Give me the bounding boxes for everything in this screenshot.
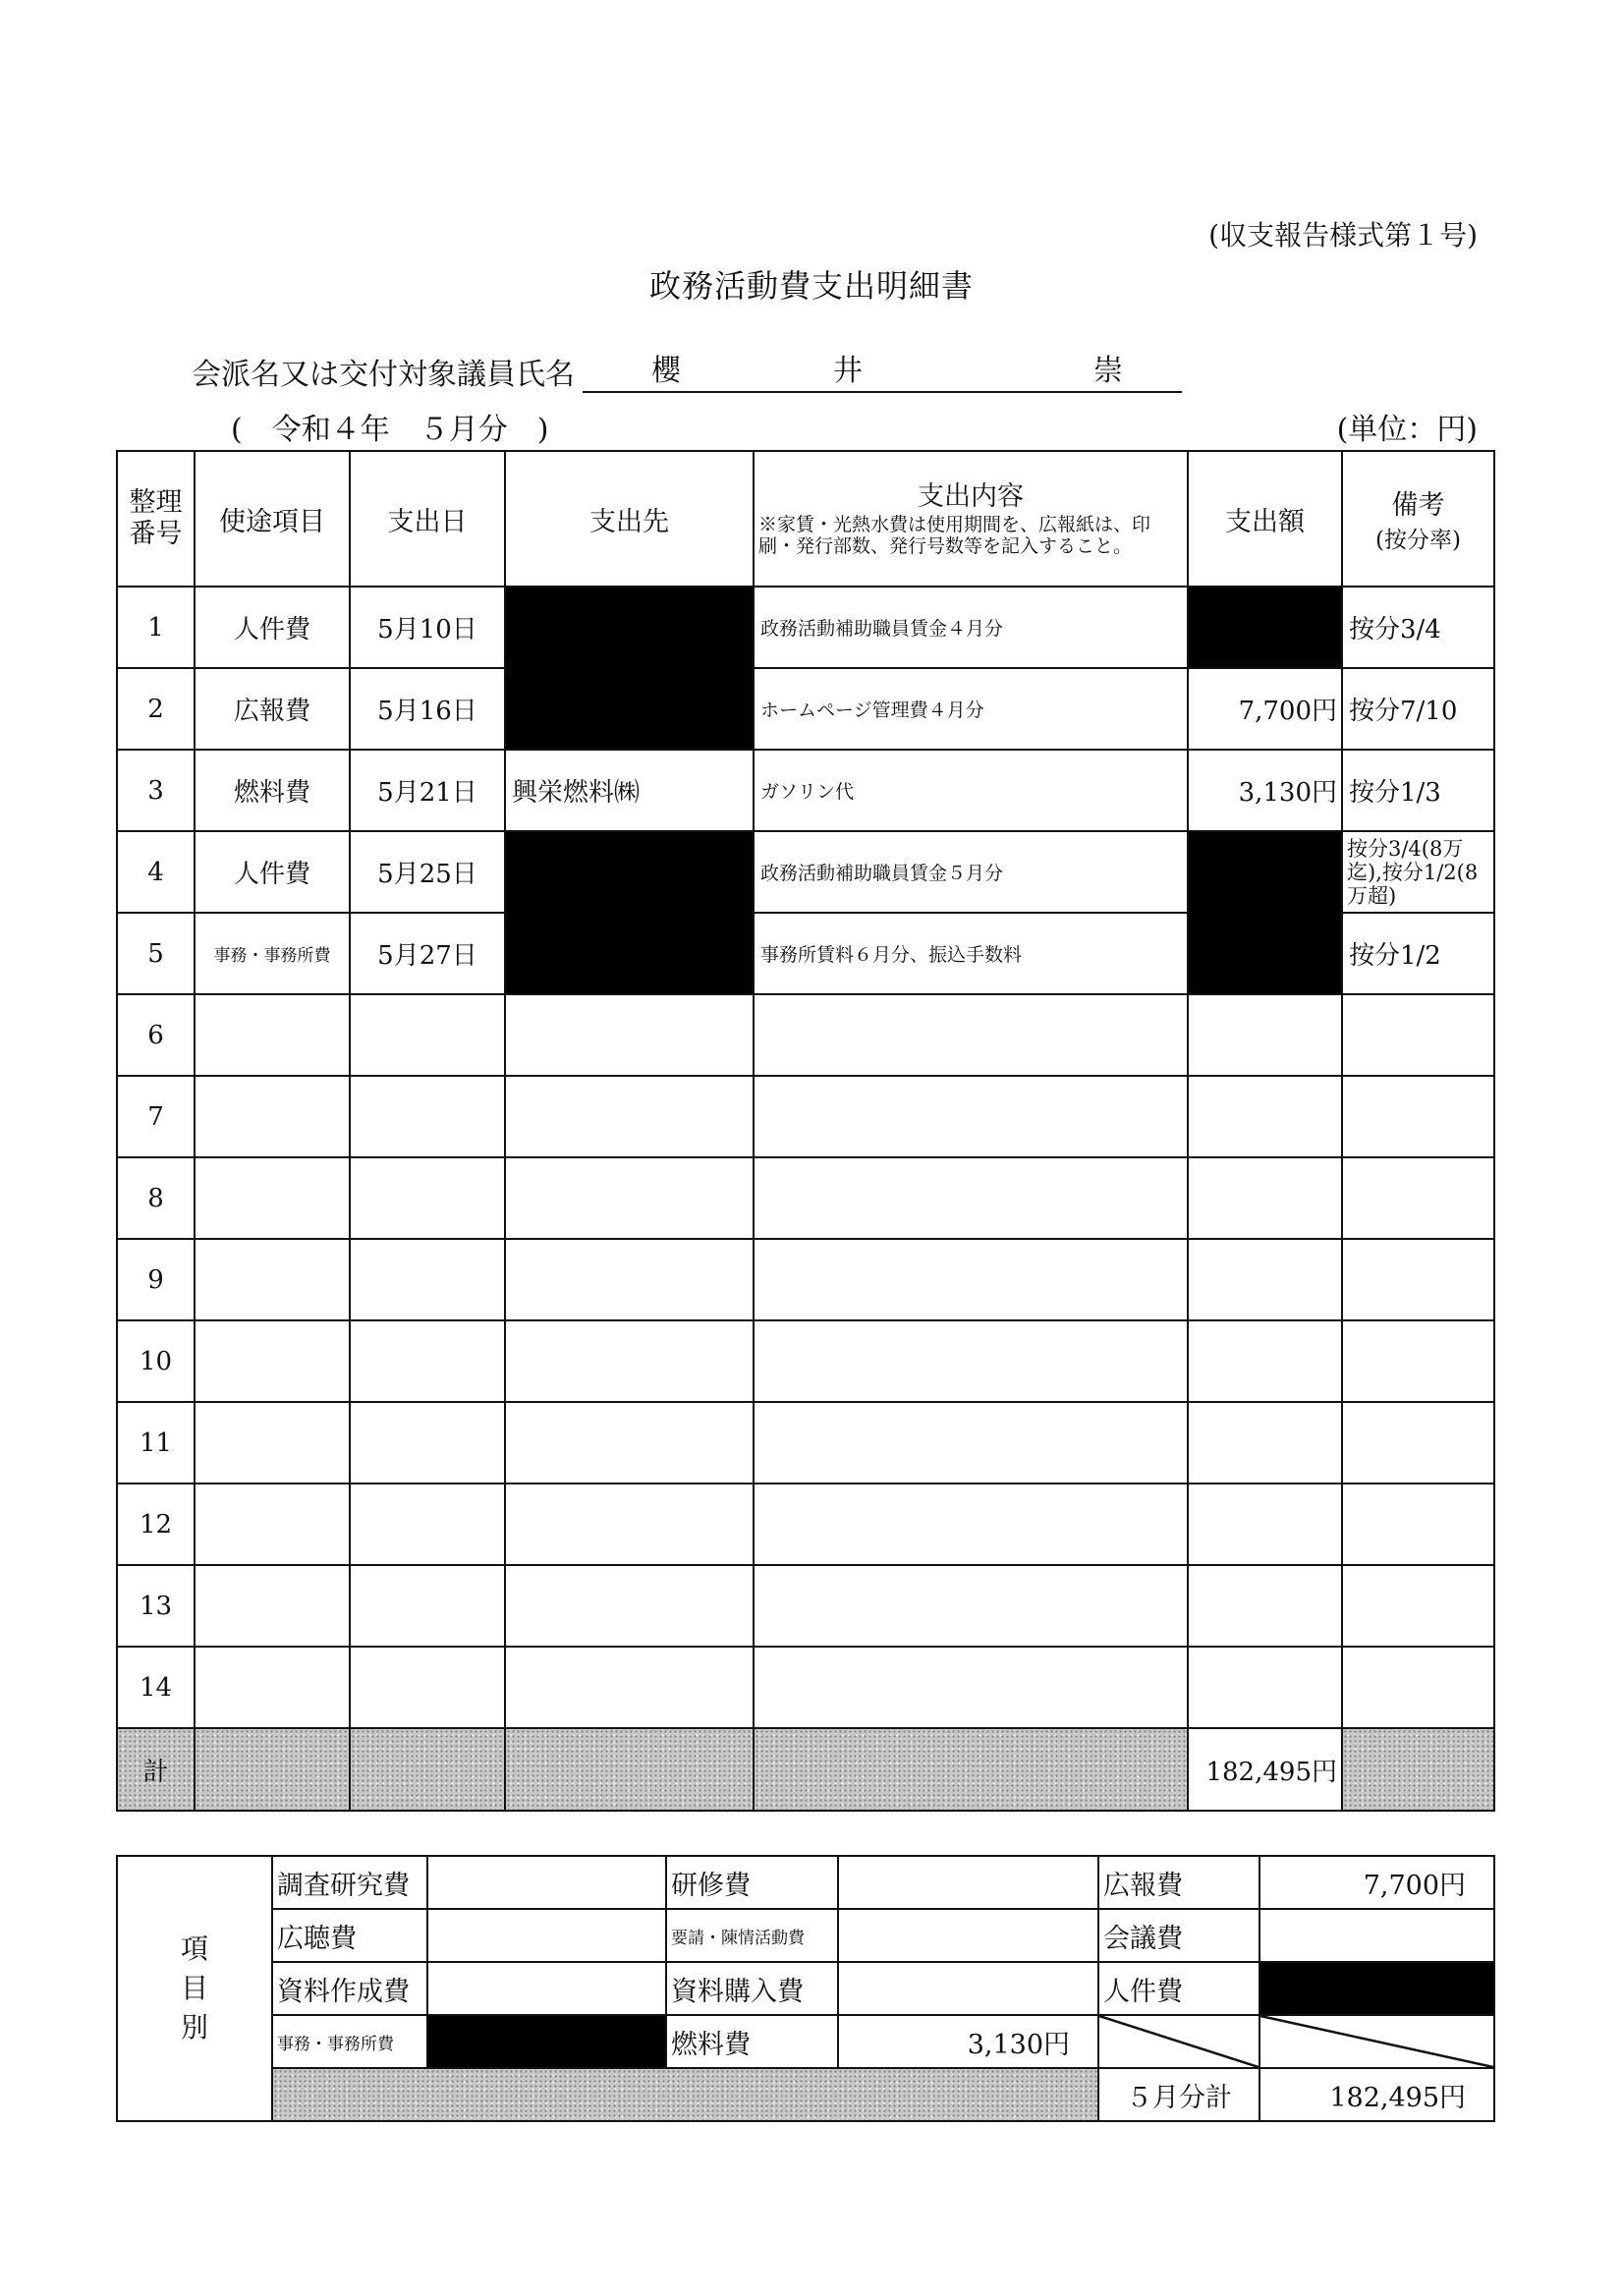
header-content-note: ※家賃・光熱水費は使用期間を、広報紙は、印刷・発行部数、発行号数等を記入すること。: [758, 514, 1151, 557]
row-payee: 興栄燃料㈱: [505, 750, 754, 831]
row-amount: 7,700円: [1188, 668, 1342, 750]
name-part-2: 井: [833, 354, 863, 388]
row-category: 人件費: [195, 831, 350, 913]
redacted-payee: [505, 831, 754, 994]
table-row: [117, 668, 1494, 750]
summary-value-shiryou-sakusei: [427, 1962, 666, 2015]
row-no: 4: [117, 831, 195, 913]
summary-label-jimusho: 事務・事務所費: [272, 2015, 427, 2068]
table-row: [117, 587, 1494, 668]
row-date: 5月21日: [350, 750, 505, 831]
table-row: [117, 1157, 1494, 1239]
name-part-1: 櫻: [651, 354, 681, 388]
row-remarks: 按分3/4(8万迄),按分1/2(8万超): [1342, 831, 1494, 913]
row-no: 12: [117, 1484, 195, 1565]
row-no: 3: [117, 750, 195, 831]
row-no: 6: [117, 994, 195, 1076]
name-part-3: 崇: [1093, 354, 1123, 388]
row-remarks: 按分1/3: [1342, 750, 1494, 831]
row-no: 7: [117, 1076, 195, 1157]
row-no: 1: [117, 587, 195, 668]
row-amount: 3,130円: [1188, 750, 1342, 831]
category-summary-table: [116, 1855, 1495, 2122]
row-no: 14: [117, 1647, 195, 1728]
row-category: 事務・事務所費: [195, 913, 350, 994]
row-category: 人件費: [195, 587, 350, 668]
table-row: [117, 1565, 1494, 1647]
summary-category-text: 項目別: [180, 1932, 208, 2044]
summary-value-yousei: [838, 1909, 1098, 1962]
table-row: [117, 1402, 1494, 1484]
document-title: 政務活動費支出明細書: [648, 267, 974, 305]
header-no: 整理番号: [117, 451, 195, 587]
summary-row: [117, 2068, 1494, 2121]
unit-label: (単位：円): [1336, 413, 1478, 447]
header-amount: 支出額: [1188, 451, 1342, 587]
summary-label-yousei: 要請・陳情活動費: [666, 1909, 838, 1962]
diagonal-blank-cell: [1259, 2015, 1494, 2068]
header-remarks-sub: (按分率): [1375, 528, 1461, 553]
row-date: 5月27日: [350, 913, 505, 994]
table-row: [117, 1320, 1494, 1402]
redacted-summary-jinken: [1259, 1962, 1494, 2015]
summary-row: [117, 1909, 1494, 1962]
total-row: [117, 1728, 1494, 1811]
summary-label-kaigi: 会議費: [1098, 1909, 1259, 1962]
summary-label-chousa: 調査研究費: [272, 1856, 427, 1909]
expense-table: [116, 450, 1495, 1812]
header-content-title: 支出内容: [918, 481, 1024, 512]
redacted-payee: [505, 587, 754, 750]
name-label: 会派名又は交付対象議員氏名: [192, 358, 575, 392]
header-remarks-title: 備考: [1391, 490, 1445, 521]
row-no: 10: [117, 1320, 195, 1402]
table-row: [117, 1647, 1494, 1728]
row-no: 5: [117, 913, 195, 994]
row-content: ガソリン代: [754, 750, 1188, 831]
row-content: 政務活動補助職員賃金４月分: [754, 587, 1188, 668]
row-no: 2: [117, 668, 195, 750]
summary-category-label: [117, 1856, 272, 2121]
header-date: 支出日: [350, 451, 505, 587]
row-category: 広報費: [195, 668, 350, 750]
row-date: 5月16日: [350, 668, 505, 750]
report-period: ( 令和４年 ５月分 ): [231, 413, 549, 447]
diagonal-blank-cell: [1098, 2015, 1259, 2068]
header-category: 使途項目: [195, 451, 350, 587]
shaded-blank-cell: [272, 2068, 1098, 2121]
summary-row: [117, 1856, 1494, 1909]
total-amount: 182,495円: [1188, 1728, 1342, 1811]
row-remarks: 按分1/2: [1342, 913, 1494, 994]
summary-label-nenryou: 燃料費: [666, 2015, 838, 2068]
row-content: 政務活動補助職員賃金５月分: [754, 831, 1188, 913]
summary-value-kaigi: [1259, 1909, 1494, 1962]
table-row: [117, 1076, 1494, 1157]
header-remarks: [1342, 451, 1494, 587]
table-row: [117, 831, 1494, 913]
summary-label-kouchou: 広聴費: [272, 1909, 427, 1962]
row-date: 5月25日: [350, 831, 505, 913]
summary-value-nenryou: 3,130円: [838, 2015, 1098, 2068]
table-row: [117, 1484, 1494, 1565]
summary-label-shiryou-sakusei: 資料作成費: [272, 1962, 427, 2015]
name-underline: [583, 352, 1182, 393]
month-total-label: ５月分計: [1098, 2068, 1259, 2121]
row-no: 9: [117, 1239, 195, 1320]
summary-value-shiryou-kounyu: [838, 1962, 1098, 2015]
total-label: 計: [117, 1728, 195, 1811]
redacted-summary-jimusho: [427, 2015, 666, 2068]
row-category: 燃料費: [195, 750, 350, 831]
row-remarks: 按分3/4: [1342, 587, 1494, 668]
summary-label-kouhou: 広報費: [1098, 1856, 1259, 1909]
table-row: [117, 994, 1494, 1076]
row-no: 11: [117, 1402, 195, 1484]
table-header-row: [117, 451, 1494, 587]
row-no: 8: [117, 1157, 195, 1239]
row-date: 5月10日: [350, 587, 505, 668]
row-no: 13: [117, 1565, 195, 1647]
summary-value-kouhou: 7,700円: [1259, 1856, 1494, 1909]
summary-label-shiryou-kounyu: 資料購入費: [666, 1962, 838, 2015]
summary-row: [117, 2015, 1494, 2068]
header-payee: 支出先: [505, 451, 754, 587]
row-content: 事務所賃料６月分、振込手数料: [754, 913, 1188, 994]
month-total-value: 182,495円: [1259, 2068, 1494, 2121]
table-row: [117, 1239, 1494, 1320]
redacted-amount: [1188, 831, 1342, 994]
summary-row: [117, 1962, 1494, 2015]
row-remarks: 按分7/10: [1342, 668, 1494, 750]
summary-label-jinken: 人件費: [1098, 1962, 1259, 2015]
header-content: [754, 451, 1188, 587]
table-row: [117, 750, 1494, 831]
summary-value-chousa: [427, 1856, 666, 1909]
summary-value-kouchou: [427, 1909, 666, 1962]
redacted-amount: [1188, 587, 1342, 668]
row-content: ホームページ管理費４月分: [754, 668, 1188, 750]
summary-label-kenshu: 研修費: [666, 1856, 838, 1909]
form-number: (収支報告様式第１号): [1208, 219, 1478, 252]
summary-value-kenshu: [838, 1856, 1098, 1909]
member-name-row: [192, 350, 1182, 393]
